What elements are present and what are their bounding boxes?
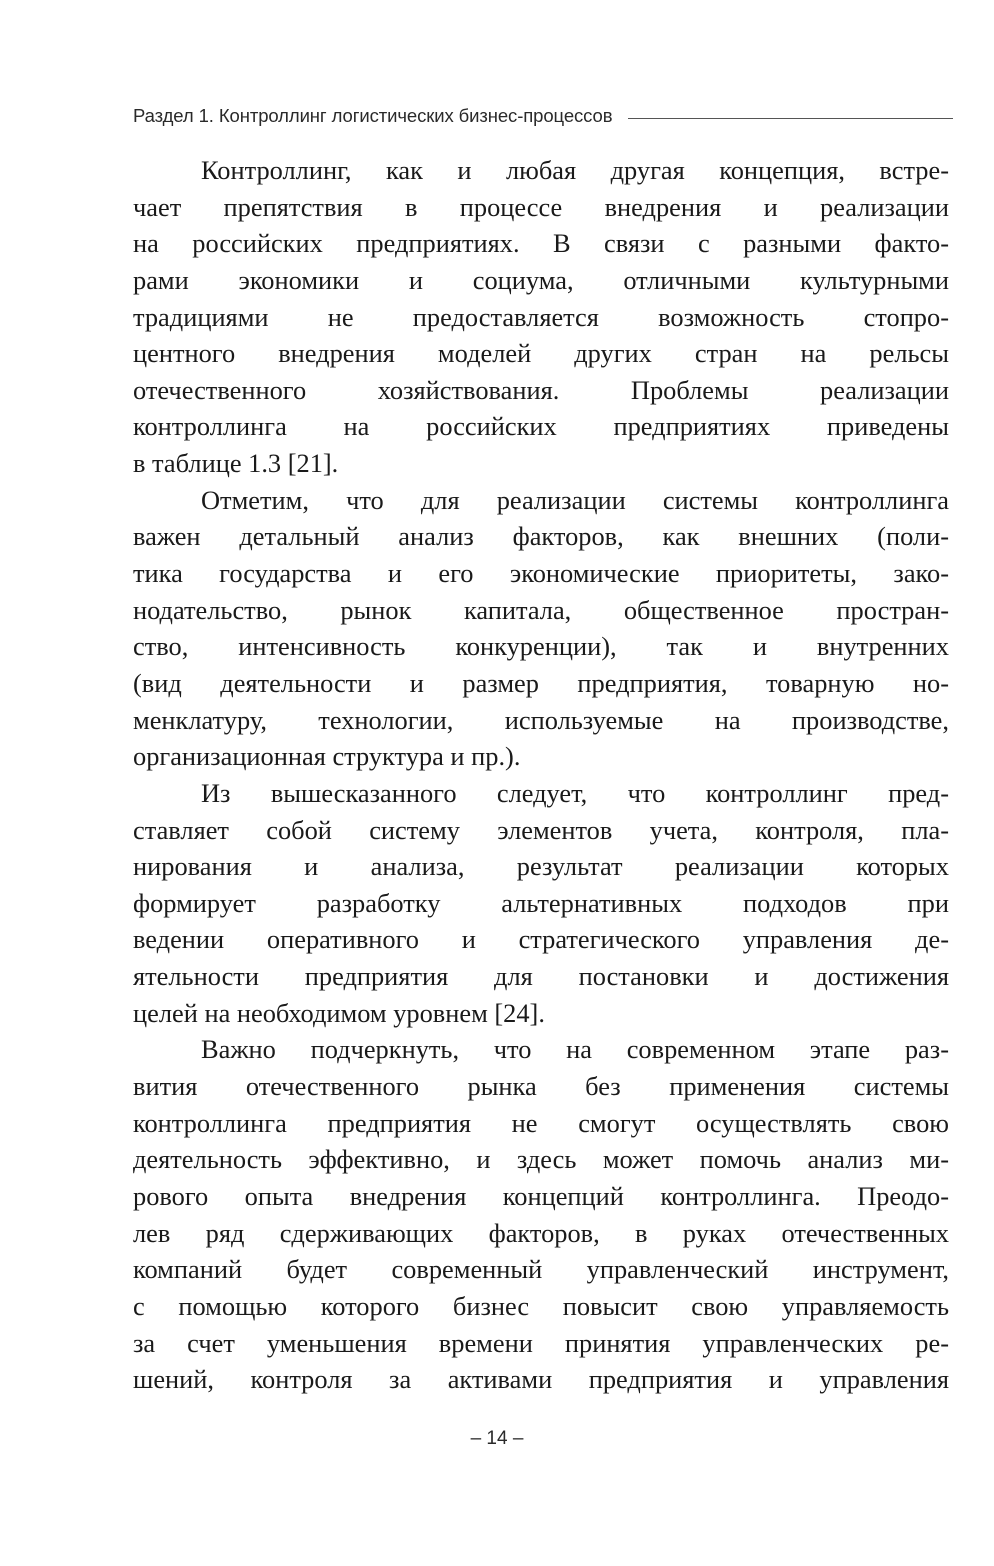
paragraph [133, 775, 949, 1031]
text-line: целей на необходимом уровнем [24]. [133, 997, 545, 1028]
text-line: ставляет собой систему элементов учета, контроля, пла- [133, 814, 949, 845]
text-line: лев ряд сдерживающих факторов, в руках отечественных [133, 1217, 949, 1248]
text-line: нирования и анализа, результат реализации которых [133, 851, 949, 882]
header-rule [628, 118, 953, 119]
running-header [133, 104, 953, 128]
text-line: важен детальный анализ факторов, как внешних (поли- [133, 521, 949, 552]
text-line: тика государства и его экономические приоритеты, зако- [133, 558, 949, 589]
text-line: контроллинга предприятия не смогут осуществлять свою [133, 1107, 949, 1138]
text-line: рами экономики и социума, отличными культурными [133, 264, 949, 295]
text-line: формирует разработку альтернативных подходов при [133, 887, 949, 918]
text-line: менклатуру, технологии, используемые на производстве, [133, 704, 949, 735]
text-line: за счет уменьшения времени принятия управленческих ре- [133, 1327, 949, 1358]
text-line: рового опыта внедрения концепций контроллинга. Преодо- [133, 1180, 949, 1211]
text-line: контроллинга на российских предприятиях приведены [133, 411, 949, 442]
text-line: отечественного хозяйствования. Проблемы реализации [133, 374, 949, 405]
paragraph [133, 152, 949, 482]
text-line: чает препятствия в процессе внедрения и реализации [133, 191, 949, 222]
text-line: деятельность эффективно, и здесь может помочь анализ ми- [133, 1144, 949, 1175]
text-line: ведении оперативного и стратегического управления де- [133, 924, 949, 955]
text-line: вития отечественного рынка без применения системы [133, 1071, 949, 1102]
text-line: ятельности предприятия для постановки и достижения [133, 961, 949, 992]
text-line: шений, контроля за активами предприятия и управления [133, 1364, 949, 1395]
text-line: нодательство, рынок капитала, общественное простран- [133, 594, 949, 625]
text-line: компаний будет современный управленческий инструмент, [133, 1254, 949, 1285]
text-line: центного внедрения моделей других стран на рельсы [133, 338, 949, 369]
text-line: Отметим, что для реализации системы контроллинга [201, 484, 949, 515]
page-number: – 14 – [470, 1428, 524, 1449]
text-line: Из вышесказанного следует, что контроллинг пред- [201, 777, 949, 808]
text-line: Важно подчеркнуть, что на современном этапе раз- [201, 1034, 949, 1065]
text-line: на российских предприятиях. В связи с разными факто- [133, 228, 949, 259]
text-line: ство, интенсивность конкуренции), так и внутренних [133, 631, 949, 662]
body-text [133, 152, 949, 1398]
text-line: Контроллинг, как и любая другая концепция, встре- [201, 155, 949, 185]
text-line: в таблице 1.3 [21]. [133, 448, 339, 479]
text-line: организационная структура и пр.). [133, 741, 521, 772]
running-header-title: Раздел 1. Контроллинг логистических бизнес-процессов [133, 105, 613, 126]
paragraph [133, 482, 949, 775]
text-line: традициями не предоставляется возможность стопро- [133, 301, 949, 332]
paragraph [133, 1031, 949, 1397]
text-line: с помощью которого бизнес повысит свою управляемость [133, 1290, 949, 1321]
text-line: (вид деятельности и размер предприятия, товарную но- [133, 667, 949, 698]
